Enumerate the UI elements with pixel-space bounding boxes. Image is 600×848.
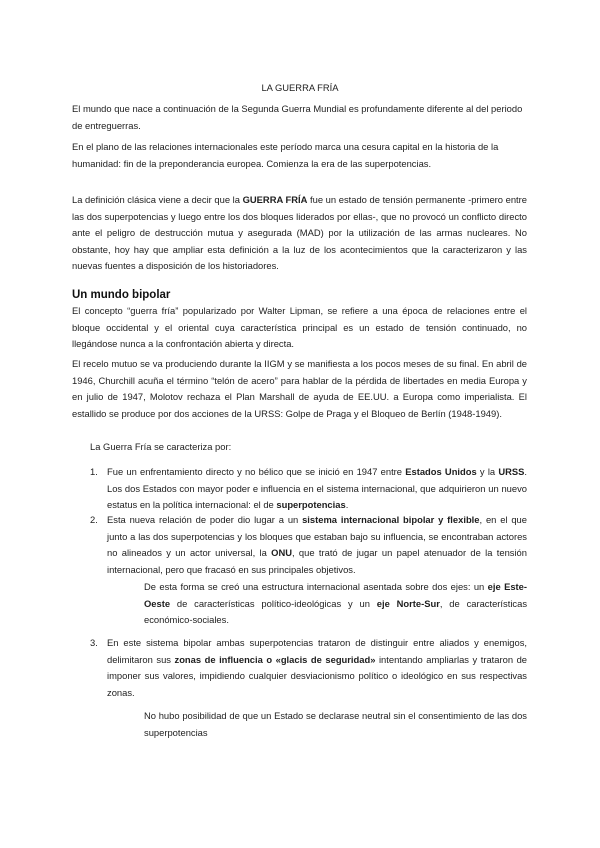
intro-paragraph-2: En el plano de las relaciones internacionales este período marca una cesura capital en la historia de la humanidad: fin de la preponderancia europea. Comienza la era de las superpotencias. — [72, 141, 499, 169]
section-paragraph-1: El concepto “guerra fría” popularizado por Walter Lipman, se refiere a una época de relaciones entre el bloque occidental y el oriental cuya característica principal es un estado de tensión continuado, no llegándose nunca a la confrontación abierta y directa. — [72, 305, 527, 350]
definition-paragraph: La definición clásica viene a decir que la GUERRA FRÍA fue un estado de tensión permanente -primero entre las dos superpotencias y luego entre los dos bloques liderados por ellas-, que no provocó un conflicto directo ante el peligro de destrucción mutua y asegurada (MAD) por la utilización de las armas nucleares. No obstante, hoy hay que ampliar esta definición a la luz de los acontecimientos que la caracterizaron y las nuevas fuentes a disposición de los historiadores. — [72, 194, 527, 272]
section-heading: Un mundo bipolar — [72, 289, 171, 301]
guerra-fria-term: GUERRA FRÍA — [242, 194, 308, 205]
list-item: 2. Esta nueva relación de poder dio lugar a un sistema internacional bipolar y flexible, en el que junto a las dos superpotencias y los bloques que estaban bajo su influencia, se encontraban actores no alineados y un actor universal, la ONU, que trató de jugar un papel atenuador de la tensión internacional, pero que fracasó en sus principales objetivos. — [90, 514, 527, 575]
list-lead: La Guerra Fría se caracteriza por: — [90, 441, 232, 452]
section-paragraph-2: El recelo mutuo se va produciendo durante la IIGM y se manifiesta a los pocos meses de su final. En abril de 1946, Churchill acuña el término “telón de acero” para hablar de la pérdida de libertades en media Europa y en julio de 1947, Molotov rechaza el Plan Marshall de ayuda de EE.UU. a Europa como imperialista. El estallido se produce por dos acciones de la URSS: Golpe de Praga y el Bloqueo de Berlín (1948-1949). — [72, 358, 527, 419]
page-title: LA GUERRA FRÍA — [261, 82, 339, 93]
indented-note-2: No hubo posibilidad de que un Estado se declarase neutral sin el consentimiento de las dos superpotencias — [144, 710, 527, 738]
indented-note-1: De esta forma se creó una estructura internacional asentada sobre dos ejes: un eje Este-Oeste de características político-ideológicas y un eje Norte-Sur, de características económico-sociales. — [144, 581, 528, 626]
list-item: 1. Fue un enfrentamiento directo y no bélico que se inició en 1947 entre Estados Unidos y la URSS. Los dos Estados con mayor poder e influencia en el sistema internacional, que adquirieron un nuevo estatus en la política internacional: el de superpotencias. — [90, 466, 528, 511]
list-item: 3. En este sistema bipolar ambas superpotencias trataron de distinguir entre aliados y enemigos, delimitaron sus zonas de influencia o «glacis de seguridad» intentando ampliarlas y trataron de imponer sus valores, impidiendo cualquier desviacionismo político o ideológico en sus respectivas zonas. — [90, 637, 527, 698]
intro-paragraph-1: El mundo que nace a continuación de la Segunda Guerra Mundial es profundamente diferente al del periodo de entreguerras. — [72, 103, 523, 131]
